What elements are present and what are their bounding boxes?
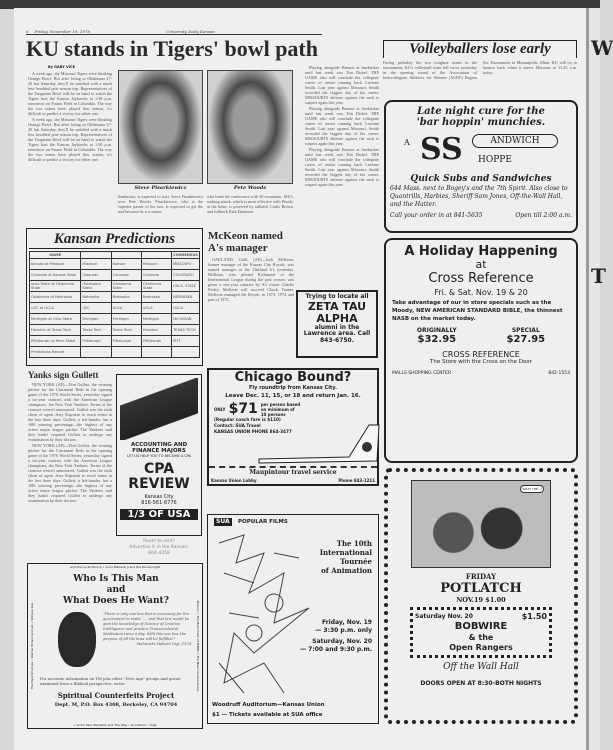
predictions-cell: Predictions Record bbox=[30, 347, 81, 358]
ad-title: Who Is This Man bbox=[73, 574, 159, 584]
next-page-letter: W bbox=[591, 36, 613, 60]
caption-woods: Pete Woods bbox=[233, 185, 267, 191]
ad-org: Spiritual Counterfeits Project bbox=[57, 691, 175, 700]
predictions-cell: Kansas at Missouri bbox=[30, 259, 81, 270]
ad-address: Dept. M, P.O. Box 4308, Berkeley, CA 94704 bbox=[54, 702, 178, 708]
ad-title: The 10th bbox=[336, 539, 372, 548]
predictions-cell: USC at UCLA bbox=[30, 303, 81, 314]
predictions-header bbox=[111, 252, 141, 259]
photo-pisarkiewicz bbox=[118, 70, 203, 184]
predictions-cell bbox=[81, 347, 111, 358]
ad-locations: 644 Mass. next to Bogey's and the 7th Spirit. Also close to Quantrills, Harbies, Sheriff Sam Jones, Off-the-Wall Hall, and the Hatter. bbox=[390, 185, 568, 208]
mckeon-story: OAKLAND, Calif. (AP)—Jack McKeon, former manager of the Kansas City Royals, was named manager of the Oakland A's yesterday. McKeon, who piloted Richmond of the International League during the past season, was given a one-year contract by A's owner Charlie Finley. McKeon will succeed Chuck Tanner. McKeon managed the Royals in 1973, 1974 and part of 1975. bbox=[208, 257, 294, 302]
cross-reference-ad bbox=[384, 238, 578, 463]
ad-line: ONLY bbox=[214, 406, 226, 412]
paper-name: University Daily Kansan bbox=[165, 29, 215, 34]
predictions-row bbox=[30, 281, 200, 292]
predictions-row bbox=[30, 270, 200, 281]
border-text-bottom: • Victor Paul Wierwille and The Way • Occultism • Yoga bbox=[73, 723, 157, 727]
border-text-left: The Hare Krishnas • Werner Erhard and est • Witness Lee bbox=[30, 602, 34, 690]
predictions-header: GAME bbox=[30, 252, 81, 259]
ad-line: Late night cure for the bbox=[417, 106, 545, 117]
predictions-cell: Missouri bbox=[141, 259, 171, 270]
ad-line: Saturday Nov. 20 bbox=[415, 613, 473, 620]
predictions-cell: MICHIGAN bbox=[172, 314, 200, 325]
predictions-cell: NEBRASKA bbox=[172, 292, 200, 303]
sandwich-shoppe-ad bbox=[384, 100, 578, 233]
predictions-row bbox=[30, 259, 200, 270]
ad-slogan: The Store with the Cross on the Door bbox=[430, 359, 532, 365]
predictions-cell: Missouri bbox=[81, 259, 111, 270]
border-text-top: and the Local Church • Guru Maharaj Ji and the Divine Light bbox=[70, 565, 160, 569]
predictions-cell: Oklahoma State bbox=[81, 281, 111, 292]
photo-woods bbox=[207, 70, 293, 184]
predictions-cell: Texas Tech bbox=[111, 325, 141, 336]
ad-title: A Holiday Happening bbox=[404, 244, 558, 259]
predictions-cell: TEXAS TECH bbox=[172, 325, 200, 336]
ad-store-name: CROSS REFERENCE bbox=[442, 350, 520, 359]
showtime: Saturday, Nov. 20 bbox=[312, 638, 372, 645]
newspaper-page bbox=[14, 8, 586, 750]
cpa-illustration bbox=[120, 378, 198, 440]
predictions-cell: OKLA. STATE bbox=[172, 281, 200, 292]
ad-line: Fly roundtrip from Kansas City. bbox=[249, 385, 337, 391]
ad-banner: 1/3 OF USA bbox=[120, 509, 198, 520]
predictions-cell: Oklahoma at Nebraska bbox=[30, 292, 81, 303]
predictions-cell: Colorado bbox=[111, 270, 141, 281]
logo-initials: SS bbox=[420, 132, 463, 167]
ad-line: ALPHA bbox=[316, 311, 358, 325]
animation-tournee-ad bbox=[207, 514, 379, 724]
ad-line: NOV.19 $1.00 bbox=[456, 596, 506, 604]
volleyball-headline: Volleyballers lose early bbox=[383, 40, 577, 58]
ad-phone: 842-1553 bbox=[548, 371, 570, 376]
predictions-row bbox=[30, 325, 200, 336]
ad-line: Lawrence area. Call bbox=[303, 330, 371, 338]
animation-sketch-illustration bbox=[214, 533, 314, 703]
ad-title: Chicago Bound? bbox=[234, 370, 352, 385]
ad-phone: 843-6750. bbox=[320, 336, 354, 344]
page-number: 6 bbox=[26, 29, 29, 34]
predictions-cell: Houston at Texas Tech bbox=[30, 325, 81, 336]
page-date: Friday, November 19, 1976 bbox=[34, 29, 90, 34]
ad-location: MALLS SHOPPING CENTER bbox=[392, 371, 452, 376]
logo-bottom: HOPPE bbox=[478, 155, 512, 165]
predictions-row bbox=[30, 336, 200, 347]
ad-phone: KANSAS UNION PHONE 864-3477 bbox=[214, 429, 292, 434]
airplane-tail-illustration bbox=[259, 425, 379, 465]
ad-label: SPECIAL bbox=[511, 327, 540, 334]
ad-price: $71 bbox=[228, 401, 258, 417]
ad-phone: Call your order in at 841-5635 bbox=[390, 212, 483, 219]
predictions-cell: Texas Tech bbox=[81, 325, 111, 336]
predictions-cell: Oklahoma State bbox=[111, 281, 141, 292]
band-name: POTLATCH bbox=[440, 581, 522, 596]
ad-venue: Woodruff Auditorium—Kansas Union bbox=[212, 702, 325, 708]
ad-line: 'bar hoppin' munchies. bbox=[416, 117, 546, 128]
ad-line: ACCOUNTING AND bbox=[130, 442, 188, 448]
predictions-cell: COLORADO bbox=[172, 270, 200, 281]
mckeon-headline: McKeon named A's manager bbox=[208, 230, 283, 254]
band-name: & the bbox=[468, 633, 494, 642]
predictions-header bbox=[81, 252, 111, 259]
predictions-cell bbox=[111, 347, 141, 358]
predictions-cell: Houston bbox=[141, 325, 171, 336]
ad-tagline: Quick Subs and Sandwiches bbox=[410, 174, 552, 184]
cpa-review-ad bbox=[116, 374, 202, 536]
story-column-3: who leads the conference with 48 receptions. MU's rushing attack, which is most effective with Woods at the helm, is powered by tailback Curtis Brown and fullback Kirk Dameron. bbox=[207, 194, 293, 214]
ad-title: of Animation bbox=[321, 566, 372, 575]
story-column-1: A week ago, the Missouri Tigers were thinking Orange Bowl. But after losing to Oklahoma 27-20 last Saturday, they'll be satisfied with a much less heralded post-season trip. Representatives of the Tangerine Bowl will be on hand to watch the Tigers host the Kansas Jayhawks at 1:30 p.m. tomorrow on Faurot Field in Columbia. The way the two teams have played this season, it's difficult to predict a victory for either one. A week ago, the Missouri Tigers were thinking Orange Bowl. But after losing to Oklahoma 27-20 last Saturday, they'll be satisfied with a much less heralded post-season trip. Representatives of the Tangerine Bowl will be on hand to watch the Tigers host the Kansas Jayhawks at 1:30 p.m. tomorrow on Faurot Field in Columbia. The way the two teams have played this season, it's difficult to predict a victory for either one. bbox=[28, 71, 112, 162]
predictions-cell: UCLA bbox=[111, 303, 141, 314]
ad-store: Cross Reference bbox=[428, 271, 534, 286]
story-column-4: Playing alongside Benson at linebacker until last week was Tim Disbel. THE GAME also will conclude the collegiate career of senior running back Laverne Smith. Last year against Missouri, Smith recorded the biggest day of his career. MISSOURI'S defense against the rush is suspect again this year. Playing alongside Benson at linebacker until last week was Tim Disbel. THE GAME also will conclude the collegiate career of senior running back Laverne Smith. Last year against Missouri, Smith recorded the biggest day of his career. MISSOURI'S defense against the rush is suspect again this year. Playing alongside Benson at linebacker until last week was Tim Disbel. THE GAME also will conclude the collegiate career of senior running back Laverne Smith. Last year against Missouri, Smith recorded the biggest day of his career. MISSOURI'S defense against the rush is suspect again this year. bbox=[305, 65, 379, 187]
maharishi-portrait bbox=[58, 612, 96, 667]
ad-title: REVIEW bbox=[128, 476, 190, 492]
caption-pisarkiewicz: Steve Pisarkiewicz bbox=[134, 185, 187, 191]
predictions-cell: Pittsburgh vs Penn State bbox=[30, 336, 81, 347]
volleyball-story: Facing probably the two toughest teams in the tournament, KU's volleyball team fell twice yesterday in the opening round of the Association of Intercollegiate Athletics for Women (AIAW) Region Six Tournament in Minneapolis, Minn. KU will try to bounce back when it meets Missouri at 11:45 a.m. today. bbox=[383, 60, 577, 80]
predictions-cell: Kansas bbox=[111, 259, 141, 270]
predictions-cell: UCLA bbox=[172, 303, 200, 314]
ad-line: ZETA TAU bbox=[307, 299, 367, 313]
showtime: — 3:30 p.m. only bbox=[315, 627, 372, 634]
ad-line: FRIDAY bbox=[465, 572, 497, 581]
ad-phone: 816-561-6776 bbox=[141, 500, 177, 506]
logo-a: A bbox=[404, 138, 410, 147]
ad-line: FINANCE MAJORS bbox=[132, 448, 186, 454]
predictions-cell bbox=[172, 347, 200, 358]
predictions-row bbox=[30, 347, 200, 358]
border-text-right: Mission • The Holy Order of MANS • The New Consciousness bbox=[196, 600, 200, 692]
predictions-title: Kansan Predictions bbox=[29, 231, 200, 249]
ad-dates: Fri. & Sat. Nov. 19 & 20 bbox=[434, 288, 528, 297]
predictions-table bbox=[29, 251, 200, 358]
story-column-2: linebacker, is expected to start. Steve Pisarkiewicz over Pete Woods. Pisarkiewicz, who is the superior passer of the two, is expected to get the nod because he is a senior. bbox=[118, 194, 203, 214]
predictions-row bbox=[30, 292, 200, 303]
zeta-tau-alpha-ad bbox=[296, 290, 378, 358]
ad-series: POPULAR FILMS bbox=[238, 519, 288, 525]
ad-label: ORIGINALLY bbox=[416, 327, 457, 334]
maharishi-quote: "There is only one law that is necessary for the government to make . . . and that law would be gain the knowledge of Science of Creative Intelligence and practice Transcendental Meditation twice a day. With this one law, the purpose of all the laws will be fulfilled." Maharishi Mahesh Yogi, 1974 bbox=[103, 612, 191, 646]
predictions-cell: Pittsburgh bbox=[141, 336, 171, 347]
showtime: Friday, Nov. 19 bbox=[322, 619, 372, 626]
ad-price: $1.50 bbox=[521, 612, 547, 621]
predictions-cell: Colorado at Kansas State bbox=[30, 270, 81, 281]
predictions-cell: Nebraska bbox=[81, 292, 111, 303]
page-header bbox=[26, 29, 322, 35]
special-price: $27.95 bbox=[506, 334, 546, 345]
ad-title: CPA bbox=[143, 461, 175, 477]
predictions-cell: Nebraska bbox=[141, 292, 171, 303]
ad-title: and bbox=[106, 585, 126, 595]
band-name: BOBWIRE bbox=[454, 621, 508, 632]
ad-line: LET US HELP YOU TO BECOME A CPA bbox=[126, 454, 192, 458]
ad-phone: Phone 843-1211 bbox=[338, 478, 375, 483]
ad-dates: Leave Dec. 11, 15, or 18 and return Jan. 16. bbox=[225, 393, 361, 399]
predictions-row bbox=[30, 303, 200, 314]
gullett-headline: Yanks sign Gullett bbox=[28, 370, 99, 380]
speech-bubble: WHAT THE...! bbox=[522, 487, 542, 491]
ad-line: alumni in the bbox=[314, 323, 360, 331]
ad-doors: DOORS OPEN AT 8:30-BOTH NIGHTS bbox=[420, 680, 542, 687]
ad-line: (Regular coach fare is $110) bbox=[214, 417, 281, 422]
predictions-cell: Pittsburgh bbox=[111, 336, 141, 347]
ad-title: What Does He Want? bbox=[62, 596, 169, 606]
main-headline: KU stands in Tigers' bowl path bbox=[26, 36, 318, 61]
logo-top: ANDWICH bbox=[472, 134, 558, 148]
venue-logo: Off the Wall Hall bbox=[443, 662, 519, 672]
ad-info: For accurate information on TM plus other "New Age" groups and gurus: examined from a Biblical perspective, write: bbox=[40, 676, 182, 686]
ad-line: Kansas Union Lobby bbox=[211, 478, 257, 483]
predictions-cell: Nebraska bbox=[111, 292, 141, 303]
predictions-cell: PITT bbox=[172, 336, 200, 347]
off-the-wall-hall-ad bbox=[384, 468, 578, 724]
ad-tickets: $1 — Tickets available at SUA office bbox=[212, 712, 323, 718]
byline: By GARY VICE bbox=[48, 65, 75, 69]
predictions-cell: Colorado bbox=[81, 270, 111, 281]
ad-city: Kansas City bbox=[144, 494, 174, 500]
predictions-cell: Michigan bbox=[81, 314, 111, 325]
agency-name: Maupintour travel service bbox=[209, 466, 377, 477]
predictions-cell: Oklahoma State bbox=[141, 281, 171, 292]
ad-line: Contact: SUA Travel bbox=[214, 423, 261, 428]
predictions-row bbox=[30, 314, 200, 325]
ad-title: Tournée bbox=[340, 557, 372, 566]
band-name: Open Rangers bbox=[449, 643, 513, 652]
ad-line: Trying to locate all bbox=[305, 293, 369, 300]
predictions-cell bbox=[141, 347, 171, 358]
sua-logo: SUA bbox=[216, 518, 230, 525]
predictions-cell: Michigan bbox=[111, 314, 141, 325]
ad-price-note: per person based on minimum of 10 persons bbox=[260, 401, 301, 417]
kansan-predictions-box bbox=[26, 228, 203, 366]
predictions-cell: UCLA bbox=[141, 303, 171, 314]
ad-line: at bbox=[475, 258, 487, 271]
ad-hours: Open till 2:00 a.m. bbox=[515, 212, 572, 219]
predictions-cell: USC bbox=[81, 303, 111, 314]
predictions-cell: Michigan at Ohio State bbox=[30, 314, 81, 325]
predictions-header: CONSENSUS bbox=[173, 253, 198, 257]
room-to-rent-filler: Room to rent? Advertise it in the Kansan. 864-4358 bbox=[129, 539, 189, 556]
showtime: — 7:00 and 9:30 p.m. bbox=[300, 646, 372, 653]
next-page-letter: T bbox=[591, 264, 606, 288]
gullett-story: NEW YORK (AP)—Don Gullett, the winning pitcher for the Cincinnati Reds in the opening game of the 1976 World Series, yesterday signed a six-year contract with the American League champions, the New York Yankees. Terms of the contract weren't announced. Gullett was the sixth client of agent Jerry Kapstein to reach terms in the last three days. Gullett, a left-hander, has a .686 winning percentage—the highest of any active major league pitcher. The Yankees said they hadn't required Gullett to undergo any examination by their doctors. NEW YORK (AP)—Don Gullett, the winning pitcher for the Cincinnati Reds in the opening game of the 1976 World Series, yesterday signed a six-year contract with the American League champions, the New York Yankees. Terms of the contract weren't announced. Gullett was the sixth client of agent Jerry Kapstein to reach terms in the last three days. Gullett, a left-hander, has a .686 winning percentage—the highest of any active major league pitcher. The Yankees said they hadn't required Gullett to undergo any examination by their doctors. bbox=[28, 382, 112, 503]
sandwich-shoppe-logo bbox=[390, 130, 572, 174]
predictions-cell: Iowa State at Oklahoma State bbox=[30, 281, 81, 292]
next-page-edge bbox=[586, 8, 613, 750]
predictions-header bbox=[141, 252, 171, 259]
ad-body: Take advantage of our in store specials such as the Moody, NEW AMERICAN STANDARD BIBLE, the thinnest NASB on the market today. bbox=[392, 300, 563, 322]
original-price: $32.95 bbox=[417, 334, 457, 345]
predictions-cell: MISSOURI bbox=[172, 259, 200, 270]
chicago-bound-ad bbox=[207, 368, 379, 486]
cowboys-comic-photo bbox=[411, 480, 551, 568]
ad-title: International bbox=[319, 548, 372, 557]
predictions-cell: Michigan bbox=[141, 314, 171, 325]
who-is-this-man-ad bbox=[27, 563, 203, 729]
predictions-cell: Colorado bbox=[141, 270, 171, 281]
predictions-cell: Pittsburgh bbox=[81, 336, 111, 347]
